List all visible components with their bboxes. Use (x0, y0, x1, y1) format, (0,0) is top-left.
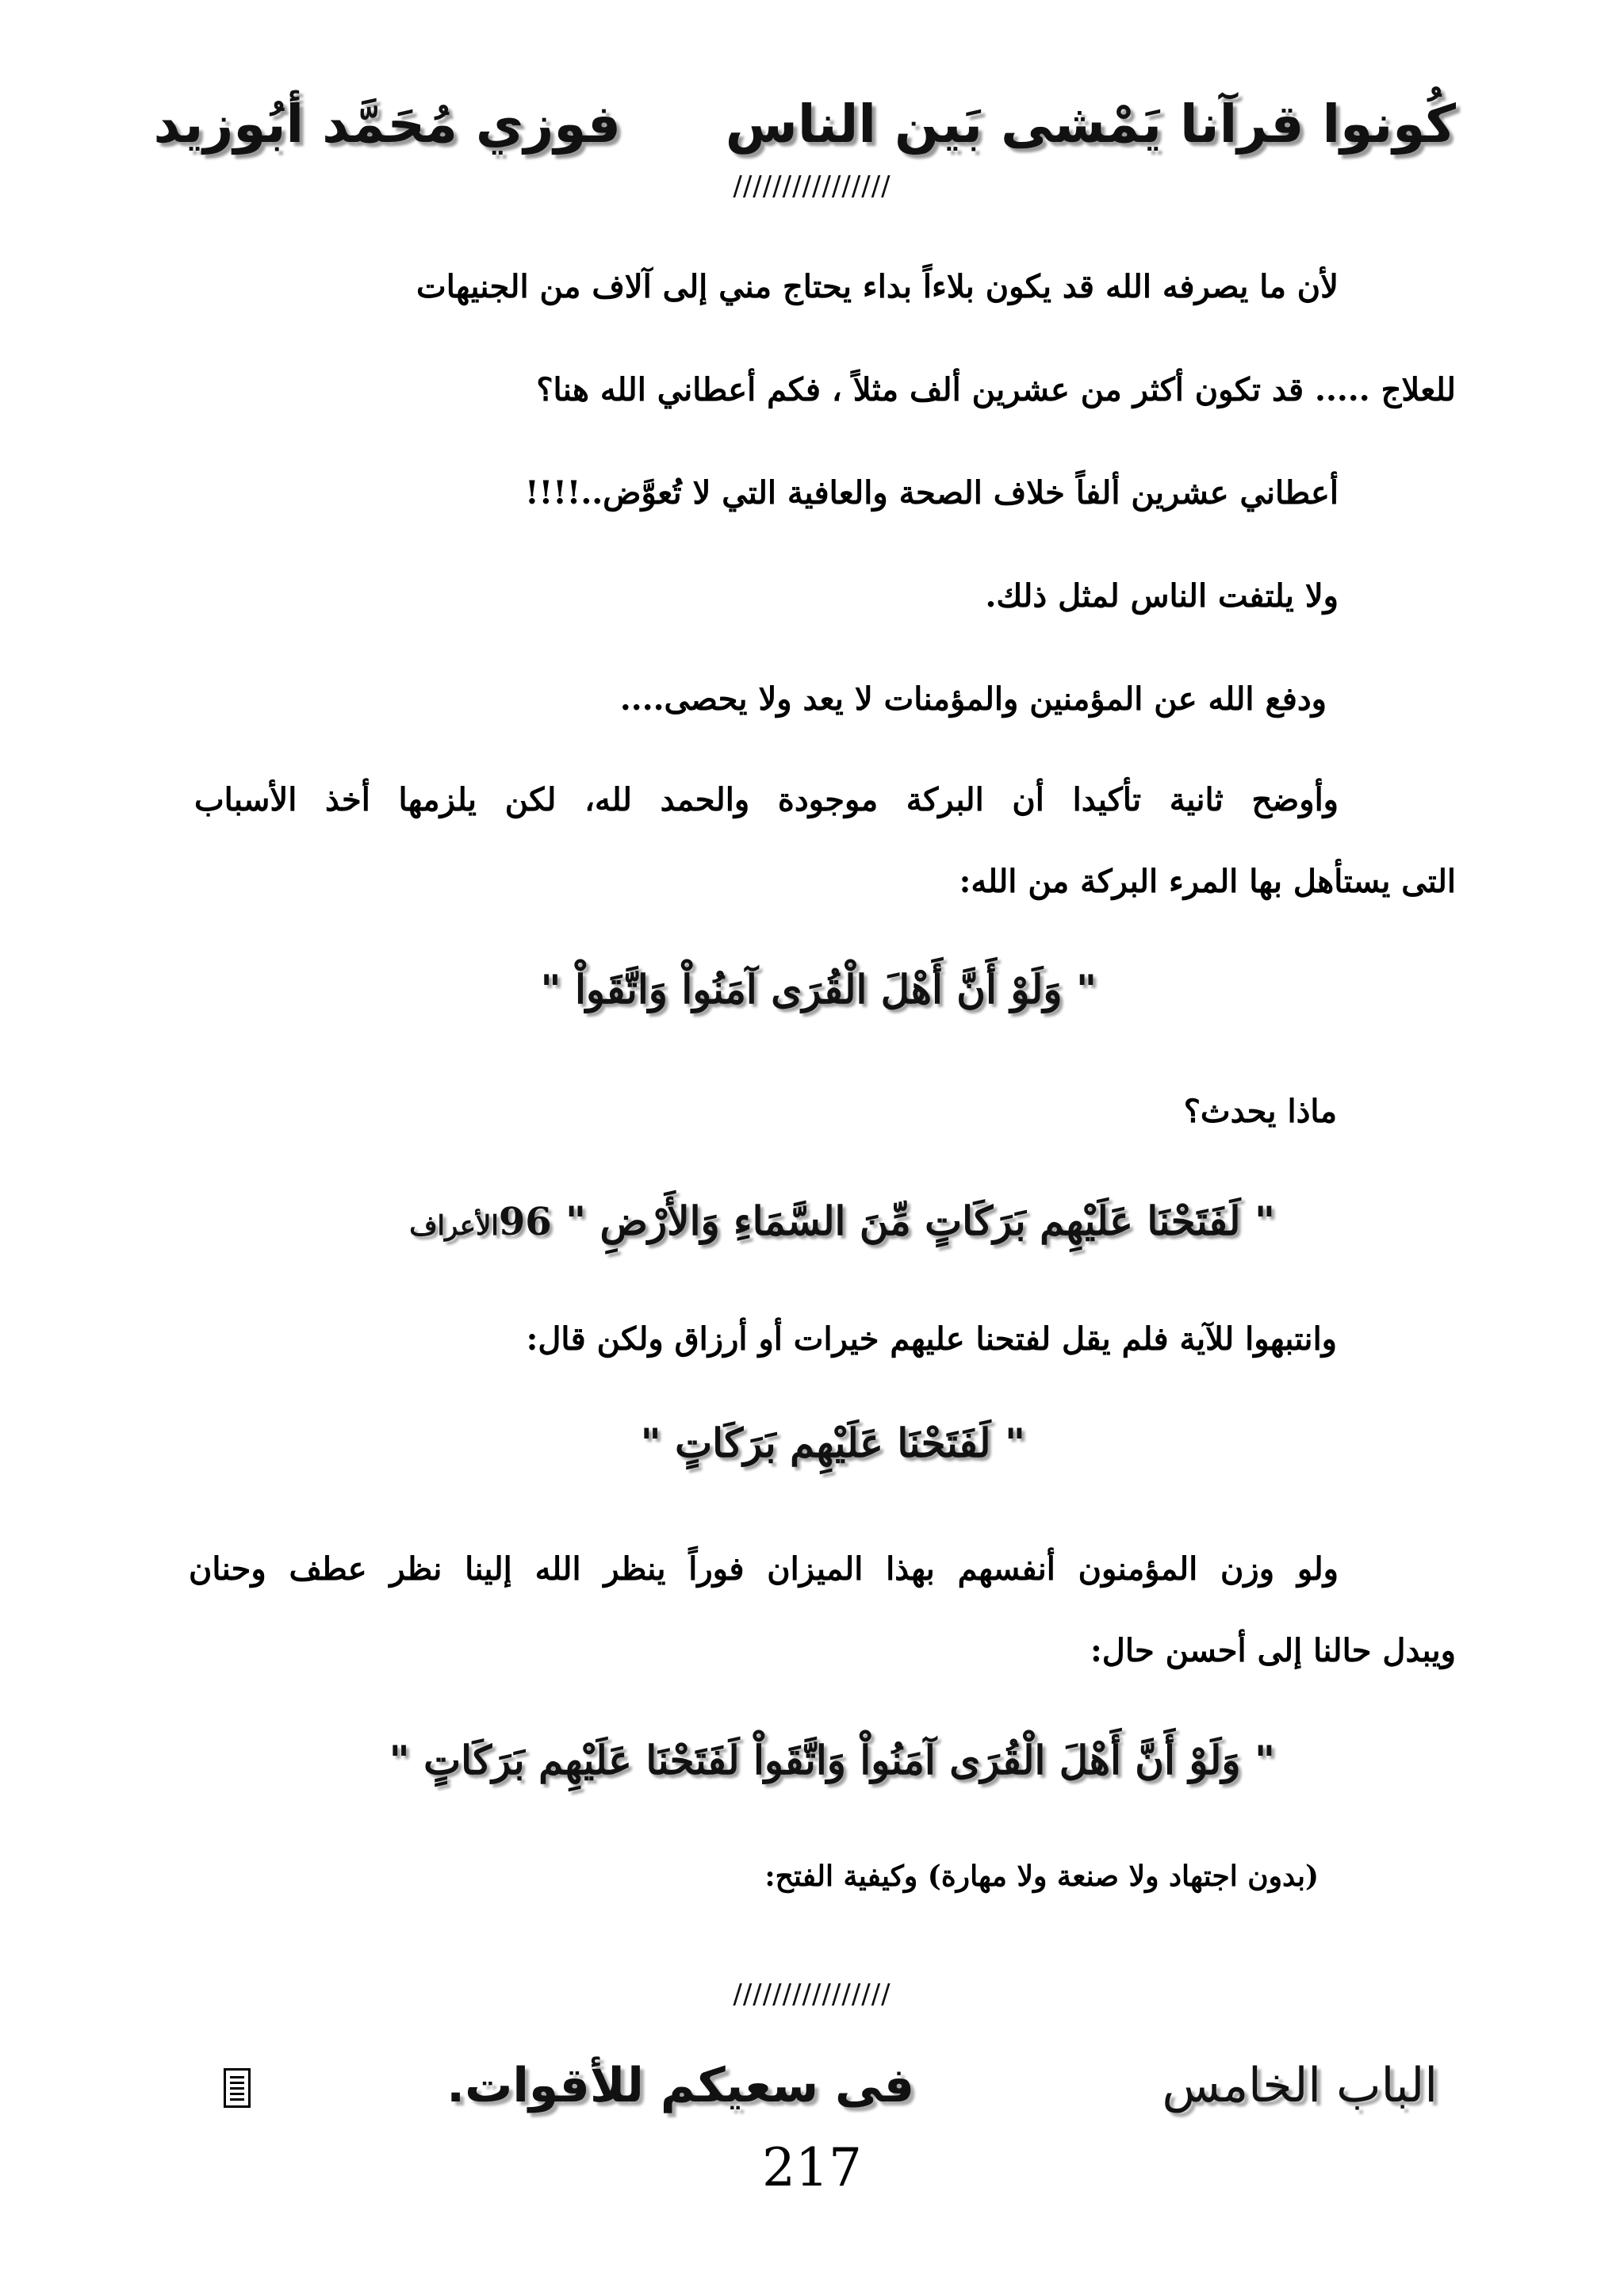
quran-verse-2-text: " لَفَتَحْنَا عَلَيْهِم بَرَكَاتٍ مِّنَ السَّمَاءِ وَالأَرْضِ " (565, 1197, 1275, 1244)
paragraph-5-line-2: التى يستأهل بها المرء البركة من الله: (959, 863, 1456, 900)
quran-verse-4: " وَلَوْ أَنَّ أَهْلَ الْقُرَى آمَنُواْ وَاتَّقَواْ لَفَتَحْنَا عَلَيْهِم بَرَكَاتٍ " (389, 1737, 1275, 1783)
document-icon (224, 2068, 251, 2108)
paragraph-8-line-1: ولو وزن المؤمنون أنفسهم بهذا الميزان فوراً ينظر الله إلينا نظر عطف وحنان (189, 1550, 1339, 1588)
paragraph-1-line-1: لأن ما يصرفه الله قد يكون بلاءاً بداء يحتاج مني إلى آلاف من الجنيهات (416, 268, 1339, 305)
paragraph-8-line-2: ويبدل حالنا إلى أحسن حال: (1090, 1632, 1456, 1669)
paragraph-2: أعطاني عشرين ألفاً خلاف الصحة والعافية التي لا تُعوَّض..!!!! (525, 474, 1339, 511)
quran-verse-2 (409, 1197, 1275, 1244)
paragraph-9: (بدون اجتهاد ولا صنعة ولا مهارة) وكيفية الفتح: (764, 1860, 1319, 1893)
surah-name: الأعراف (409, 1210, 499, 1242)
footer-rule: //////////////// (733, 1979, 891, 2010)
chapter-label: الباب الخامس (1162, 2058, 1438, 2113)
verse-reference-number: 96 (498, 1200, 552, 1244)
paragraph-1-line-2: للعلاج ..... قد تكون أكثر من عشرين ألف مثلاً ، فكم أعطاني الله هنا؟ (536, 371, 1456, 408)
paragraph-3: ولا يلتفت الناس لمثل ذلك. (985, 577, 1339, 615)
paragraph-4: ودفع الله عن المؤمنين والمؤمنات لا يعد ولا يحصى.... (619, 680, 1327, 718)
page-number: 217 (762, 2137, 862, 2198)
paragraph-7: وانتبهوا للآية فلم يقل لفتحنا عليهم خيرات أو أرزاق ولكن قال: (526, 1320, 1337, 1358)
book-title: كُونوا قرآنا يَمْشى بَين الناس (725, 94, 1456, 155)
paragraph-5-line-1: وأوضح ثانية تأكيدا أن البركة موجودة والحمد لله، لكن يلزمها أخذ الأسباب (194, 781, 1339, 818)
paragraph-6: ماذا يحدث؟ (1183, 1093, 1337, 1130)
header-rule: //////////////// (733, 170, 891, 202)
author-name: فوزي مُحَمَّد أبُوزيد (153, 94, 621, 155)
chapter-title: فى سعيكم للأقوات. (446, 2058, 914, 2113)
quran-verse-1: " وَلَوْ أَنَّ أَهْلَ الْقُرَى آمَنُواْ وَاتَّقَواْ " (540, 966, 1097, 1013)
quran-verse-3: " لَفَتَحْنَا عَلَيْهِم بَرَكَاتٍ " (640, 1419, 1025, 1466)
